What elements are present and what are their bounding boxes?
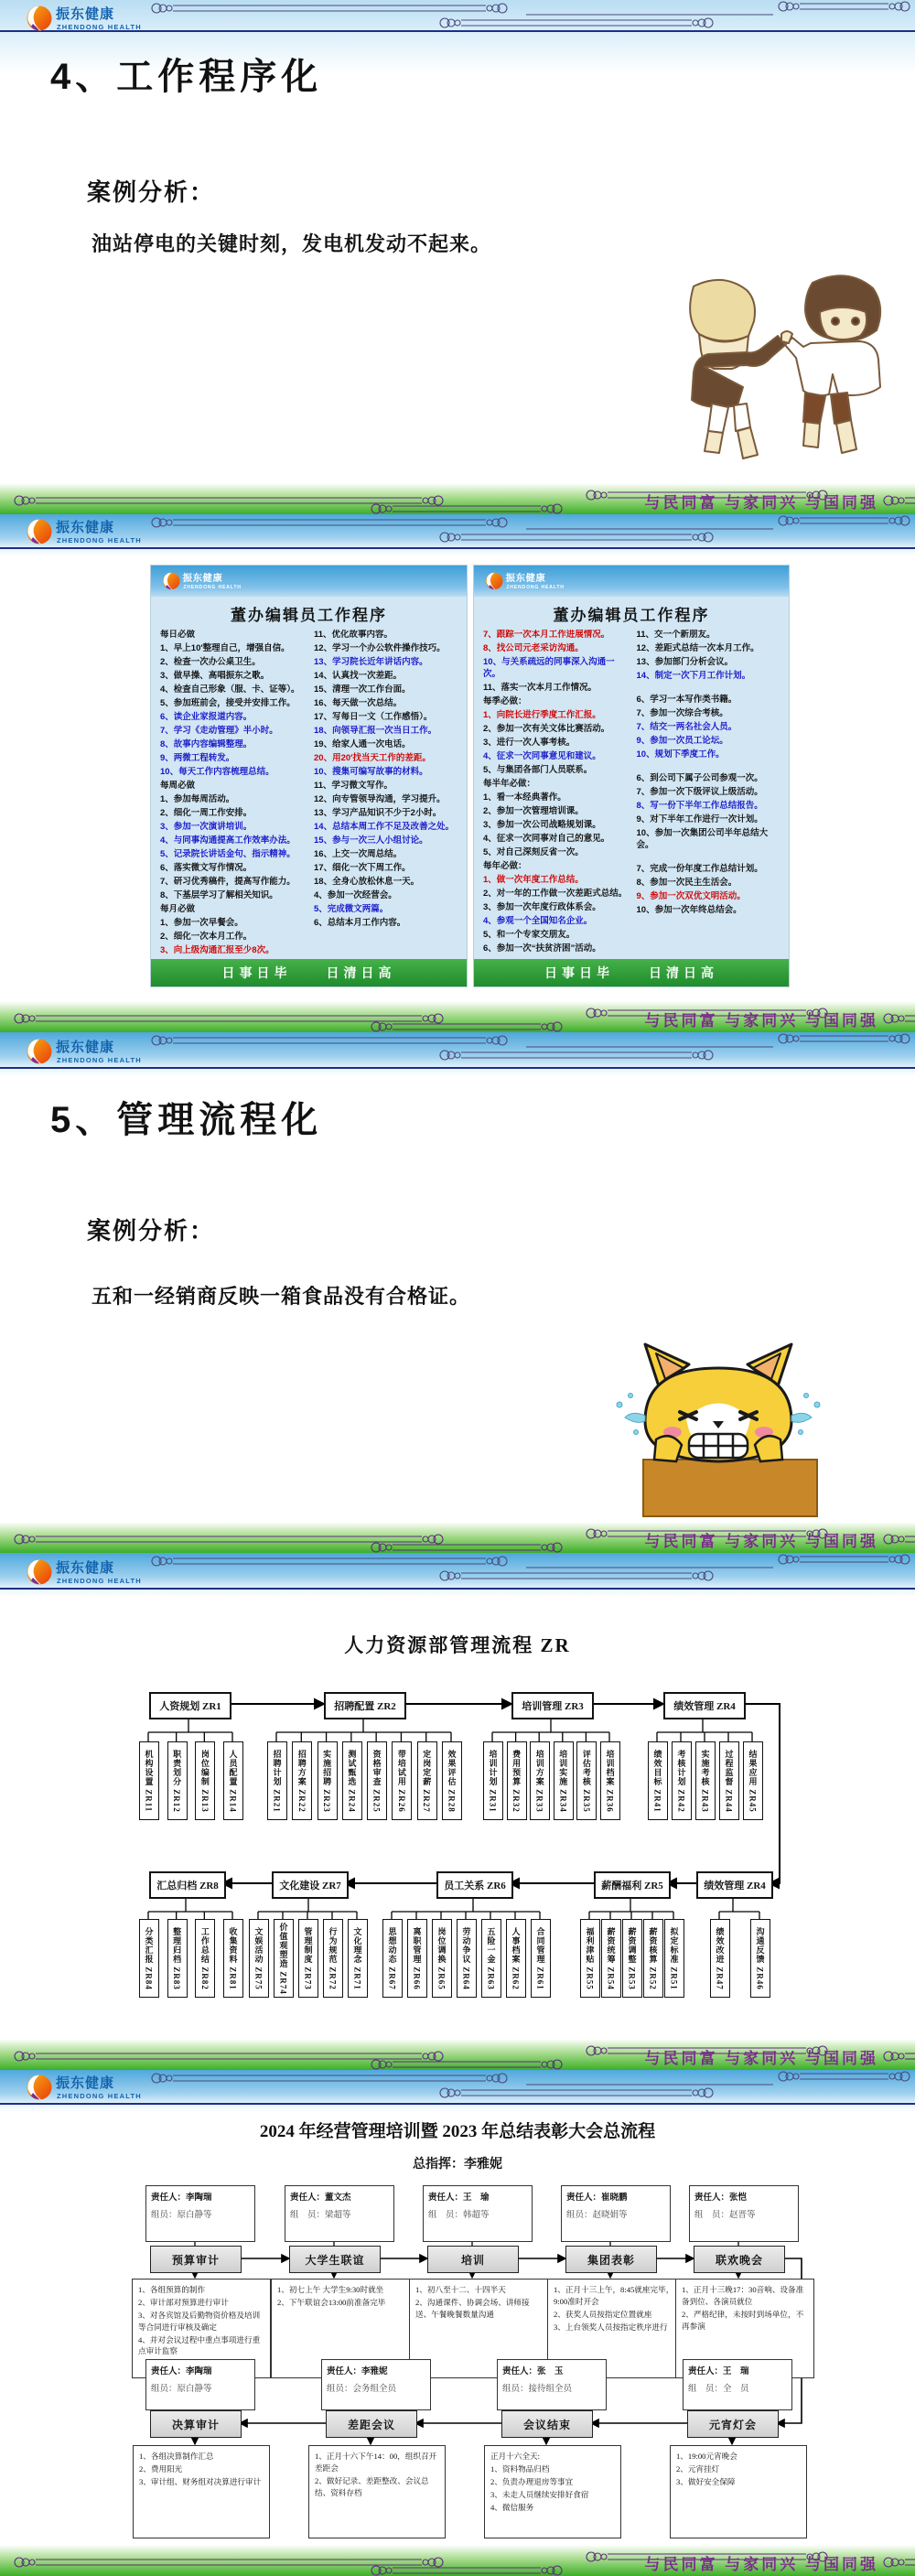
chart-parent-node: 绩效管理 ZR4 xyxy=(696,1871,773,1899)
slide2-header-band xyxy=(0,514,915,556)
responsible-owner: 责任人：张恺 xyxy=(694,2193,748,2203)
procedure-item: 4、征求一次同事对自己的意见。 xyxy=(483,833,610,844)
chart-child-node: 职责划分 ZR12 xyxy=(167,1741,188,1820)
procedure-item: 2、对一年的工作做一次差距式总结。 xyxy=(483,888,628,899)
chart-child-node: 分类汇报 ZR84 xyxy=(139,1919,159,1998)
procedure-item: 6、读企业家报道内容。 xyxy=(160,712,253,722)
chart-child-node: 培训实施 ZR34 xyxy=(554,1741,574,1820)
detail-item: 1、正月十三上午，8:45就座完毕，9:00准时开会 xyxy=(554,2285,674,2306)
procedure-item: 11、交一个新朋友。 xyxy=(636,630,716,640)
detail-item: 2、费用阳光 xyxy=(139,2463,183,2474)
meeting-flow-chart xyxy=(0,2070,915,2545)
svg-text:ZHENDONG HEALTH: ZHENDONG HEALTH xyxy=(57,536,142,544)
chart-child-node: 人事档案 ZR62 xyxy=(506,1919,526,1998)
procedure-item: 2、细化一周工作安排。 xyxy=(160,808,253,818)
svg-text:ZHENDONG HEALTH: ZHENDONG HEALTH xyxy=(183,585,242,591)
panel-title: 董办编辑员工作程序 xyxy=(231,607,387,624)
procedure-item: 18、全身心放松休息一天。 xyxy=(314,877,420,887)
chart-child-node: 评估考核 ZR35 xyxy=(576,1741,597,1820)
process-step-box: 决算审计 xyxy=(150,2410,242,2438)
chart-child-node: 整理归档 ZR83 xyxy=(167,1919,188,1998)
slide3-footer-band xyxy=(0,1522,915,1553)
responsible-box xyxy=(561,2185,671,2242)
hr-process-chart xyxy=(0,1553,915,2039)
procedure-item: 1、参加一次早餐会。 xyxy=(160,918,243,928)
responsible-members: 组员：赵晓娟等 xyxy=(566,2211,628,2220)
chart-child-node: 思想动态 ZR67 xyxy=(382,1919,403,1998)
procedure-item: 10、搜集可编写故事的材料。 xyxy=(314,767,428,777)
chart-child-node: 费用预算 ZR32 xyxy=(507,1741,527,1820)
chart-parent-node: 人资规划 ZR1 xyxy=(149,1692,231,1719)
procedure-item: 14、制定一次下月工作计划。 xyxy=(636,671,751,681)
panel-column-right xyxy=(637,630,784,957)
procedure-item: 4、参观一个全国知名企业。 xyxy=(483,915,593,926)
procedure-item: 17、细化一次下周工作。 xyxy=(314,863,411,873)
responsible-members: 组 员：梁超等 xyxy=(290,2211,351,2220)
chart-commander: 总指挥：李雅妮 xyxy=(413,2158,502,2172)
chart-child-node: 测试甄选 ZR24 xyxy=(342,1741,362,1820)
process-detail-box xyxy=(133,2445,270,2538)
chart-child-node: 文化理念 ZR71 xyxy=(348,1919,368,1998)
chart-parent-node: 绩效管理 ZR4 xyxy=(663,1692,746,1719)
procedure-item: 16、上交一次周总结。 xyxy=(314,849,403,859)
chart-child-node: 招聘方案 ZR22 xyxy=(292,1741,312,1820)
chart-child-node: 拟定标准 ZR51 xyxy=(664,1919,684,1998)
detail-item: 1、正月十六下午14：00，组织召开差距会 xyxy=(315,2452,437,2473)
svg-text:ZHENDONG HEALTH: ZHENDONG HEALTH xyxy=(57,2092,142,2100)
chart-parent-node: 薪酬福利 ZR5 xyxy=(594,1871,671,1899)
procedure-item: 6、总结本月工作内容。 xyxy=(314,918,406,928)
slide3-case-text: 五和一经销商反映一箱食品没有合格证。 xyxy=(92,1285,471,1308)
detail-item: 2、负责办理退房等事宜 xyxy=(490,2476,574,2486)
process-step-box: 预算审计 xyxy=(150,2246,242,2273)
responsible-owner: 责任人：张 玉 xyxy=(502,2367,564,2377)
procedure-item: 20、用20′找当天工作的差距。 xyxy=(314,753,431,763)
procedure-item: 6、落实微文写作情况。 xyxy=(160,863,253,873)
procedure-item: 12、向专管领导沟通，学习提升。 xyxy=(314,794,446,804)
procedure-item: 7、学习《走动管理》半小时。 xyxy=(160,726,278,736)
procedure-item: 14、认真找一次差距。 xyxy=(314,671,403,681)
process-step-box: 培训 xyxy=(427,2246,519,2273)
panel-column-left xyxy=(483,630,630,957)
procedure-item: 9、参加一次员工论坛。 xyxy=(636,736,728,747)
footer-slogan: 与民同富 与家同兴 与国同强 xyxy=(644,1012,878,1029)
highfive-kids-cartoon xyxy=(659,270,906,490)
chart-parent-node: 汇总归档 ZR8 xyxy=(149,1871,226,1899)
responsible-box xyxy=(683,2359,792,2410)
panel-column-right xyxy=(314,630,461,957)
procedure-section-heading: 每周必做 xyxy=(160,781,196,791)
detail-item: 1、各组决算制作汇总 xyxy=(139,2452,214,2461)
procedure-section-heading: 每月必做 xyxy=(160,904,196,914)
svg-text:ZHENDONG HEALTH: ZHENDONG HEALTH xyxy=(57,1056,142,1064)
procedure-item: 11、落实一次本月工作情况。 xyxy=(483,682,597,693)
slide3-title: 5、管理流程化 xyxy=(50,1100,323,1140)
slide2-footer-band xyxy=(0,1001,915,1032)
responsible-members: 组员：原白静等 xyxy=(151,2385,212,2394)
chart-child-node: 带培试用 ZR26 xyxy=(392,1741,412,1820)
responsible-box xyxy=(497,2359,607,2410)
svg-text:ZHENDONG HEALTH: ZHENDONG HEALTH xyxy=(57,1577,142,1585)
chart-child-node: 福利津贴 ZR55 xyxy=(580,1919,600,1998)
procedure-item: 5、记录院长讲话金句、指示精神。 xyxy=(160,849,296,859)
slide1-case-text: 油站停电的关键时刻，发电机发动不起来。 xyxy=(92,232,492,255)
chart-child-node: 资格审查 ZR25 xyxy=(367,1741,387,1820)
detail-item: 1、初七上午 大学生9:30时就坐 xyxy=(277,2285,384,2294)
spacer xyxy=(637,763,784,771)
chart-child-node: 岗位调换 ZR65 xyxy=(432,1919,452,1998)
procedure-item: 13、参加部门分析会议。 xyxy=(636,657,734,667)
panel-motto-bar: 日事日毕 日清日高 xyxy=(474,959,789,986)
detail-item: 3、审计组、财务组对决算进行审计 xyxy=(139,2476,262,2486)
process-step-box: 大学生联谊 xyxy=(289,2246,381,2273)
footer-slogan: 与民同富 与家同兴 与国同强 xyxy=(644,1533,878,1550)
procedure-item: 11、学习微文写作。 xyxy=(314,781,393,791)
svg-text:振东健康: 振东健康 xyxy=(56,520,115,535)
procedure-item: 12、学习一个办公软件操作技巧。 xyxy=(314,643,446,653)
detail-item: 3、对各宾馆及后勤物资价格及培训等合同进行审核及确定 xyxy=(138,2310,261,2332)
procedure-section-heading: 每半年必做： xyxy=(483,778,536,789)
process-step-box: 差距会议 xyxy=(326,2410,417,2438)
procedure-item: 10、参加一次年终总结会。 xyxy=(636,905,742,916)
procedure-item: 5、和一个专家交朋友。 xyxy=(483,929,576,940)
svg-text:ZHENDONG HEALTH: ZHENDONG HEALTH xyxy=(57,23,142,31)
procedure-item: 5、参加班前会，接受并安排工作。 xyxy=(160,698,296,708)
responsible-box xyxy=(423,2185,533,2242)
chart-child-node: 五险一金 ZR63 xyxy=(481,1919,501,1998)
procedure-item: 2、检查一次办公桌卫生。 xyxy=(160,657,261,667)
detail-item: 2、获奖人员按指定位置就座 xyxy=(554,2309,652,2319)
detail-item: 2、严格纪律，未按时到场单位，不再参演 xyxy=(682,2309,804,2331)
procedure-item: 14、总结本周工作不足及改善之处。 xyxy=(314,822,455,832)
panel-motto-bar: 日事日毕 日清日高 xyxy=(151,959,467,986)
chart-child-node: 培训档案 ZR36 xyxy=(600,1741,620,1820)
svg-text:振东健康: 振东健康 xyxy=(505,574,546,584)
panel-header xyxy=(151,566,467,597)
detail-item: 2、下午联谊会13:00前准备完毕 xyxy=(277,2297,386,2307)
process-step-box: 会议结束 xyxy=(501,2410,593,2438)
procedure-item: 6、到公司下属子公司参观一次。 xyxy=(636,773,763,784)
procedure-item: 10、参加一次集团公司半年总结大会。 xyxy=(636,828,769,851)
chart-child-node: 离职管理 ZR66 xyxy=(407,1919,427,1998)
procedure-item: 3、参加一次公司战略规划课。 xyxy=(483,819,601,830)
chart-child-node: 工作总结 ZR82 xyxy=(195,1919,215,1998)
procedure-item: 16、每天做一次总结。 xyxy=(314,698,403,708)
chart-child-node: 价值观塑造 ZR74 xyxy=(274,1919,294,1998)
detail-item: 2、沟通课件、协调会场、讲师接送、午餐晚餐数量沟通 xyxy=(415,2297,530,2319)
procedure-item: 2、参加一次有关文体比赛活动。 xyxy=(483,723,610,734)
detail-item: 1、19:00元宵晚会 xyxy=(676,2452,737,2461)
detail-item: 2、审计部对预算进行审计 xyxy=(138,2297,229,2307)
slide1-title: 4、工作程序化 xyxy=(50,57,323,97)
detail-item: 1、各组预算的制作 xyxy=(138,2285,206,2294)
procedure-item: 3、参加一次演讲培训。 xyxy=(160,822,253,832)
procedure-item: 1、早上10′整理自己，增强自信。 xyxy=(160,643,290,653)
procedure-item: 11、优化故事内容。 xyxy=(314,630,393,640)
procedure-item: 9、参加一次双优文明活动。 xyxy=(636,891,746,902)
procedure-item: 9、两微工程转发。 xyxy=(160,753,235,763)
work-procedure-panel-left xyxy=(151,566,467,986)
procedure-item: 4、参加一次经营会。 xyxy=(314,890,397,900)
responsible-members: 组 员：赵晋等 xyxy=(694,2211,756,2220)
chart-parent-node: 文化建设 ZR7 xyxy=(272,1871,349,1899)
chart-child-node: 机构设置 ZR11 xyxy=(139,1741,159,1820)
svg-text:振东健康: 振东健康 xyxy=(182,574,223,584)
chart-parent-node: 员工关系 ZR6 xyxy=(436,1871,513,1899)
svg-text:振东健康: 振东健康 xyxy=(56,1040,115,1055)
panel-title: 董办编辑员工作程序 xyxy=(553,607,710,624)
procedure-item: 8、下基层学习了解相关知识。 xyxy=(160,890,278,900)
responsible-owner: 责任人：王 瑜 xyxy=(428,2193,490,2203)
detail-item: 4、微信服务 xyxy=(490,2502,534,2512)
procedure-item: 10、每天工作内容梳理总结。 xyxy=(160,767,274,777)
procedure-item: 12、差距式总结一次本月工作。 xyxy=(636,643,759,653)
chart-child-node: 定岗定薪 ZR27 xyxy=(417,1741,437,1820)
responsible-box xyxy=(285,2185,394,2242)
footer-slogan: 与民同富 与家同兴 与国同强 xyxy=(644,2556,878,2573)
procedure-item: 6、学习一本写作类书籍。 xyxy=(636,695,737,706)
detail-item: 1、正月十三晚17：30音响、设备准备到位、各演员就位 xyxy=(682,2285,804,2306)
procedure-item: 6、参加一次“扶贫济困”活动。 xyxy=(483,943,601,954)
svg-text:振东健康: 振东健康 xyxy=(56,1560,115,1576)
detail-item: 1、初八至十二、十四半天 xyxy=(415,2285,506,2294)
chart-child-node: 行为规范 ZR72 xyxy=(323,1919,343,1998)
procedure-section-heading: 每日必做 xyxy=(160,630,196,640)
procedure-item: 5、对自己深刻反省一次。 xyxy=(483,846,584,857)
panel-columns xyxy=(483,630,783,957)
slide3-case-label: 案例分析： xyxy=(87,1217,216,1245)
procedure-item: 4、与同事沟通提高工作效率办法。 xyxy=(160,835,296,846)
chart-child-node: 招聘计划 ZR21 xyxy=(267,1741,287,1820)
detail-item: 3、上台领奖人员按指定秩序进行 xyxy=(554,2322,668,2332)
procedure-item: 2、细化一次本月工作。 xyxy=(160,932,253,942)
chart-child-node: 绩效目标 ZR41 xyxy=(648,1741,668,1820)
chart-child-node: 收集资料 ZR81 xyxy=(223,1919,243,1998)
procedure-item: 7、研习优秀稿件，提高写作能力。 xyxy=(160,877,296,887)
process-step-box: 联欢晚会 xyxy=(694,2246,785,2273)
procedure-item: 10、规划下季度工作。 xyxy=(636,749,725,760)
detail-item: 4、并对会议过程中重点事项进行重点审计监察 xyxy=(138,2334,261,2356)
chart-child-node: 管理制度 ZR73 xyxy=(298,1919,318,1998)
procedure-item: 7、完成一份年度工作总结计划。 xyxy=(636,864,763,875)
procedure-item: 1、看一本经典著作。 xyxy=(483,792,566,803)
procedure-item: 4、征求一次同事意见和建议。 xyxy=(483,750,601,761)
slide5-footer-band xyxy=(0,2545,915,2576)
chart-child-node: 培训计划 ZR31 xyxy=(483,1741,503,1820)
chart-child-node: 薪资核算 ZR52 xyxy=(643,1919,663,1998)
spacer xyxy=(637,854,784,862)
footer-slogan: 与民同富 与家同兴 与国同强 xyxy=(644,494,878,512)
procedure-section-heading: 每年必做： xyxy=(483,860,527,871)
chart-parent-node: 招聘配置 ZR2 xyxy=(324,1692,406,1719)
detail-item: 正月十六全天: xyxy=(490,2452,540,2461)
chart-child-node: 结果应用 ZR45 xyxy=(743,1741,763,1820)
chart-child-node: 薪资调整 ZR53 xyxy=(622,1919,642,1998)
responsible-members: 组员：会务组全员 xyxy=(327,2385,397,2394)
chart-child-node: 岗位编制 ZR13 xyxy=(195,1741,215,1820)
zhendong-logo xyxy=(162,568,272,598)
procedure-section-heading: 每季必做： xyxy=(483,695,527,706)
chart-child-node: 效果评估 ZR28 xyxy=(442,1741,462,1820)
scroll-ornament xyxy=(0,514,915,556)
process-detail-box xyxy=(484,2445,621,2538)
chart-child-node: 实施招聘 ZR23 xyxy=(318,1741,338,1820)
chart-child-node: 合同管理 ZR61 xyxy=(531,1919,551,1998)
responsible-owner: 责任人：董文杰 xyxy=(290,2193,351,2203)
procedure-item: 5、完成微文两篇。 xyxy=(314,904,389,914)
crying-cat-cartoon xyxy=(608,1331,828,1524)
zhendong-logo xyxy=(485,568,595,598)
procedure-item: 7、跟踪一次本月工作进展情况。 xyxy=(483,630,610,640)
slide3-header-band xyxy=(0,1032,915,1076)
responsible-members: 组员：接待组全员 xyxy=(502,2385,573,2394)
procedure-item: 9、对下半年工作进行一次计划。 xyxy=(636,814,763,825)
spacer xyxy=(637,684,784,693)
responsible-owner: 责任人：李雅妮 xyxy=(327,2367,388,2377)
procedure-item: 19、给家人通一次电话。 xyxy=(314,739,411,749)
chart-title: 2024 年经营管理培训暨 2023 年总结表彰大会总流程 xyxy=(259,2122,656,2141)
procedure-item: 15、参与一次三人小组讨论。 xyxy=(314,835,428,846)
detail-item: 2、元宵挂灯 xyxy=(676,2463,720,2474)
chart-child-node: 培训方案 ZR33 xyxy=(530,1741,550,1820)
process-step-box: 集团表彰 xyxy=(565,2246,657,2273)
process-detail-box xyxy=(670,2445,807,2538)
process-step-box: 元宵灯会 xyxy=(687,2410,779,2438)
procedure-item: 1、做一次年度工作总结。 xyxy=(483,874,584,885)
responsible-box xyxy=(145,2359,255,2410)
scroll-ornament xyxy=(0,1032,915,1076)
process-detail-box xyxy=(308,2445,446,2538)
procedure-item: 1、向院长进行季度工作汇报。 xyxy=(483,709,601,720)
responsible-owner: 责任人：崔晓鹏 xyxy=(566,2193,628,2203)
procedure-item: 5、与集团各部门人员联系。 xyxy=(483,764,593,775)
chart-parent-node: 培训管理 ZR3 xyxy=(511,1692,594,1719)
procedure-item: 10、与关系疏远的同事深入沟通一次。 xyxy=(483,657,615,679)
chart-child-node: 过程监督 ZR44 xyxy=(719,1741,739,1820)
responsible-owner: 责任人：王 瑞 xyxy=(688,2367,749,2377)
procedure-item: 17、写每日一文（工作感悟）。 xyxy=(314,712,433,722)
procedure-item: 7、参加一次下级评议上级活动。 xyxy=(636,787,763,798)
procedure-item: 2、参加一次管理培训课。 xyxy=(483,805,584,816)
scroll-ornament xyxy=(0,0,915,47)
procedure-item: 3、进行一次人事考核。 xyxy=(483,737,576,748)
procedure-item: 8、找公司元老采访沟通。 xyxy=(483,643,584,653)
procedure-item: 18、向领导汇报一次当日工作。 xyxy=(314,726,437,736)
chart-child-node: 绩效改进 ZR47 xyxy=(710,1919,730,1998)
responsible-box xyxy=(145,2185,255,2242)
panel-header xyxy=(474,566,789,597)
responsible-owner: 责任人：李陶瑞 xyxy=(151,2193,212,2203)
svg-text:ZHENDONG HEALTH: ZHENDONG HEALTH xyxy=(506,585,565,591)
procedure-item: 7、参加一次综合考核。 xyxy=(636,708,728,719)
chart-child-node: 实施考核 ZR43 xyxy=(695,1741,716,1820)
responsible-box xyxy=(689,2185,799,2242)
chart-title: 人力资源部管理流程 ZR xyxy=(344,1634,571,1656)
responsible-members: 组 员：韩超等 xyxy=(428,2211,490,2220)
panel-column-left xyxy=(160,630,307,957)
procedure-item: 8、写一份下半年工作总结报告。 xyxy=(636,801,763,812)
work-procedure-panel-right xyxy=(474,566,789,986)
responsible-box xyxy=(321,2359,431,2410)
procedure-item: 3、向上级沟通汇报至少8次。 xyxy=(160,945,274,955)
procedure-item: 13、学习院长近年讲话内容。 xyxy=(314,657,428,667)
detail-item: 1、资料物品归档 xyxy=(490,2463,550,2474)
footer-slogan: 与民同富 与家同兴 与国同强 xyxy=(644,2050,878,2067)
procedure-item: 4、检查自己形象（服、卡、证等）。 xyxy=(160,684,300,695)
chart-child-node: 劳动争议 ZR64 xyxy=(457,1919,477,1998)
chart-child-node: 考核计划 ZR42 xyxy=(672,1741,692,1820)
slide4-footer-band xyxy=(0,2039,915,2070)
chart-child-node: 文娱活动 ZR75 xyxy=(249,1919,269,1998)
panel-columns xyxy=(160,630,461,957)
svg-text:振东健康: 振东健康 xyxy=(56,6,115,22)
responsible-owner: 责任人：李陶瑞 xyxy=(151,2367,212,2377)
slide1-case-label: 案例分析： xyxy=(87,178,216,206)
responsible-members: 组员：原白静等 xyxy=(151,2211,212,2220)
slide1-footer-band xyxy=(0,483,915,514)
chart-child-node: 薪资统筹 ZR54 xyxy=(601,1919,621,1998)
procedure-item: 3、做早操、高唱振东之歌。 xyxy=(160,671,270,681)
procedure-item: 1、参加每周活动。 xyxy=(160,794,235,804)
procedure-item: 15、清理一次工作台面。 xyxy=(314,684,411,695)
procedure-item: 8、参加一次民主生活会。 xyxy=(636,878,737,889)
detail-item: 3、做好安全保障 xyxy=(676,2476,736,2486)
chart-child-node: 人员配置 ZR14 xyxy=(223,1741,243,1820)
chart-child-node: 沟通反馈 ZR46 xyxy=(750,1919,770,1998)
detail-item: 2、做好记录、差距整改、会议总结、资料存档 xyxy=(315,2475,429,2497)
responsible-members: 组 员：全 员 xyxy=(688,2385,749,2394)
detail-item: 3、未走人员继续安排好食宿 xyxy=(490,2489,589,2499)
procedure-item: 13、学习产品知识不少于2小时。 xyxy=(314,808,442,818)
procedure-item: 7、结交一两名社会人员。 xyxy=(636,722,737,733)
svg-text:振东健康: 振东健康 xyxy=(56,2075,115,2091)
procedure-item: 3、参加一次年度行政体系会。 xyxy=(483,901,601,912)
procedure-item: 8、故事内容编辑整理。 xyxy=(160,739,253,749)
